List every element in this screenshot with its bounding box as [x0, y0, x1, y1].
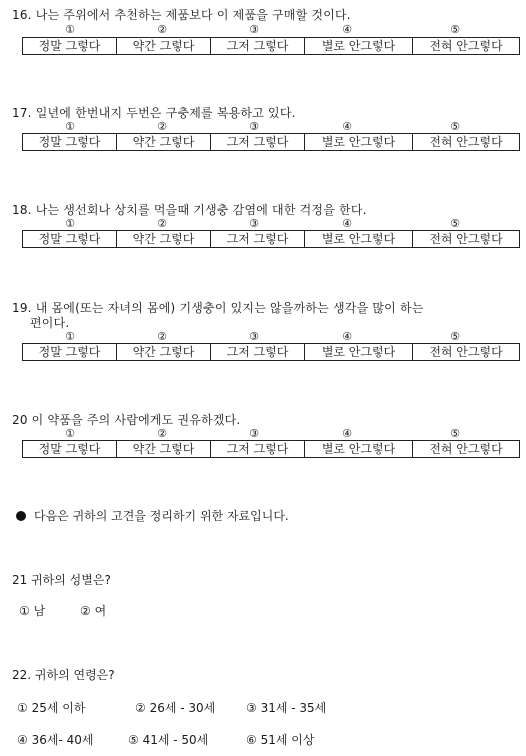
- question-20-text: 20 이 약품을 주의 사람에게도 권유하겠다.: [12, 413, 241, 427]
- age-choice-5[interactable]: ⑤ 41세 - 50세: [128, 733, 209, 747]
- demographics-heading: [16, 509, 289, 523]
- scale-number-1: ①: [65, 330, 75, 343]
- scale-number-4: ④: [342, 120, 352, 133]
- scale-number-2: ②: [157, 330, 167, 343]
- option-strongly-disagree[interactable]: 전혀 안그렇다: [429, 442, 503, 456]
- option-neutral[interactable]: 그저 그렇다: [211, 344, 305, 360]
- age-choice-2[interactable]: ② 26세 - 30세: [135, 701, 216, 715]
- scale-number-2: ②: [157, 427, 167, 440]
- answer-scale-17: [22, 133, 520, 151]
- option-strongly-agree[interactable]: 정말 그렇다: [23, 231, 117, 247]
- scale-number-3: ③: [249, 427, 259, 440]
- question-21-text: 21 귀하의 성별은?: [12, 573, 111, 587]
- option-strongly-agree[interactable]: 정말 그렇다: [23, 344, 117, 360]
- answer-scale-16: [22, 37, 520, 55]
- scale-number-2: ②: [157, 217, 167, 230]
- scale-number-5: ⑤: [450, 120, 460, 133]
- question-18-text: 18. 나는 생선회나 상치를 먹을때 기생충 감염에 대한 걱정을 한다.: [12, 203, 367, 217]
- option-strongly-agree[interactable]: 정말 그렇다: [23, 38, 117, 54]
- option-somewhat-disagree[interactable]: 별로 안그렇다: [305, 231, 413, 247]
- option-strongly-agree[interactable]: 정말 그렇다: [23, 441, 117, 457]
- scale-numbers: [22, 331, 520, 343]
- answer-scale-18: [22, 230, 520, 248]
- scale-number-4: ④: [342, 23, 352, 36]
- scale-number-3: ③: [249, 217, 259, 230]
- option-strongly-disagree[interactable]: 전혀 안그렇다: [429, 232, 503, 246]
- scale-number-5: ⑤: [450, 23, 460, 36]
- scale-numbers: [22, 24, 520, 36]
- option-somewhat-agree[interactable]: 약간 그렇다: [117, 344, 211, 360]
- scale-number-5: ⑤: [450, 427, 460, 440]
- option-somewhat-disagree[interactable]: 별로 안그렇다: [305, 134, 413, 150]
- gender-choice-female[interactable]: ② 여: [80, 604, 107, 618]
- option-strongly-disagree[interactable]: 전혀 안그렇다: [429, 345, 503, 359]
- scale-numbers: [22, 218, 520, 230]
- option-neutral[interactable]: 그저 그렇다: [211, 441, 305, 457]
- scale-numbers: [22, 121, 520, 133]
- scale-number-5: ⑤: [450, 330, 460, 343]
- option-somewhat-disagree[interactable]: 별로 안그렇다: [305, 344, 413, 360]
- scale-number-4: ④: [342, 427, 352, 440]
- answer-scale-19: [22, 343, 520, 361]
- question-22-text: 22. 귀하의 연령은?: [12, 668, 115, 682]
- scale-number-4: ④: [342, 330, 352, 343]
- option-neutral[interactable]: 그저 그렇다: [211, 134, 305, 150]
- option-somewhat-agree[interactable]: 약간 그렇다: [117, 231, 211, 247]
- option-strongly-agree[interactable]: 정말 그렇다: [23, 134, 117, 150]
- option-neutral[interactable]: 그저 그렇다: [211, 38, 305, 54]
- age-choice-6[interactable]: ⑥ 51세 이상: [246, 733, 315, 747]
- scale-number-5: ⑤: [450, 217, 460, 230]
- scale-number-4: ④: [342, 217, 352, 230]
- age-choice-4[interactable]: ④ 36세- 40세: [17, 733, 94, 747]
- option-strongly-disagree[interactable]: 전혀 안그렇다: [429, 135, 503, 149]
- age-choice-3[interactable]: ③ 31세 - 35세: [246, 701, 327, 715]
- answer-scale-20: [22, 440, 520, 458]
- scale-number-3: ③: [249, 330, 259, 343]
- question-19-text-line2: 편이다.: [30, 316, 70, 330]
- option-somewhat-agree[interactable]: 약간 그렇다: [117, 441, 211, 457]
- question-17-text: 17. 일년에 한번내지 두번은 구충제를 복용하고 있다.: [12, 106, 296, 120]
- scale-number-2: ②: [157, 120, 167, 133]
- gender-choice-male[interactable]: ① 남: [19, 604, 46, 618]
- scale-number-1: ①: [65, 120, 75, 133]
- age-choice-1[interactable]: ① 25세 이하: [17, 701, 86, 715]
- bullet-icon: [16, 511, 26, 521]
- scale-number-1: ①: [65, 23, 75, 36]
- option-neutral[interactable]: 그저 그렇다: [211, 231, 305, 247]
- scale-number-3: ③: [249, 120, 259, 133]
- demographics-heading-text: 다음은 귀하의 고견을 정리하기 위한 자료입니다.: [34, 509, 289, 523]
- question-16-text: 16. 나는 주위에서 추천하는 제품보다 이 제품을 구매할 것이다.: [12, 8, 351, 22]
- scale-number-1: ①: [65, 217, 75, 230]
- option-somewhat-disagree[interactable]: 별로 안그렇다: [305, 441, 413, 457]
- scale-numbers: [22, 428, 520, 440]
- scale-number-2: ②: [157, 23, 167, 36]
- scale-number-1: ①: [65, 427, 75, 440]
- option-somewhat-disagree[interactable]: 별로 안그렇다: [305, 38, 413, 54]
- option-somewhat-agree[interactable]: 약간 그렇다: [117, 38, 211, 54]
- scale-number-3: ③: [249, 23, 259, 36]
- option-strongly-disagree[interactable]: 전혀 안그렇다: [429, 39, 503, 53]
- question-19-text-line1: 19. 내 몸에(또는 자녀의 몸에) 기생충이 있지는 않을까하는 생각을 많이 하는: [12, 301, 424, 315]
- option-somewhat-agree[interactable]: 약간 그렇다: [117, 134, 211, 150]
